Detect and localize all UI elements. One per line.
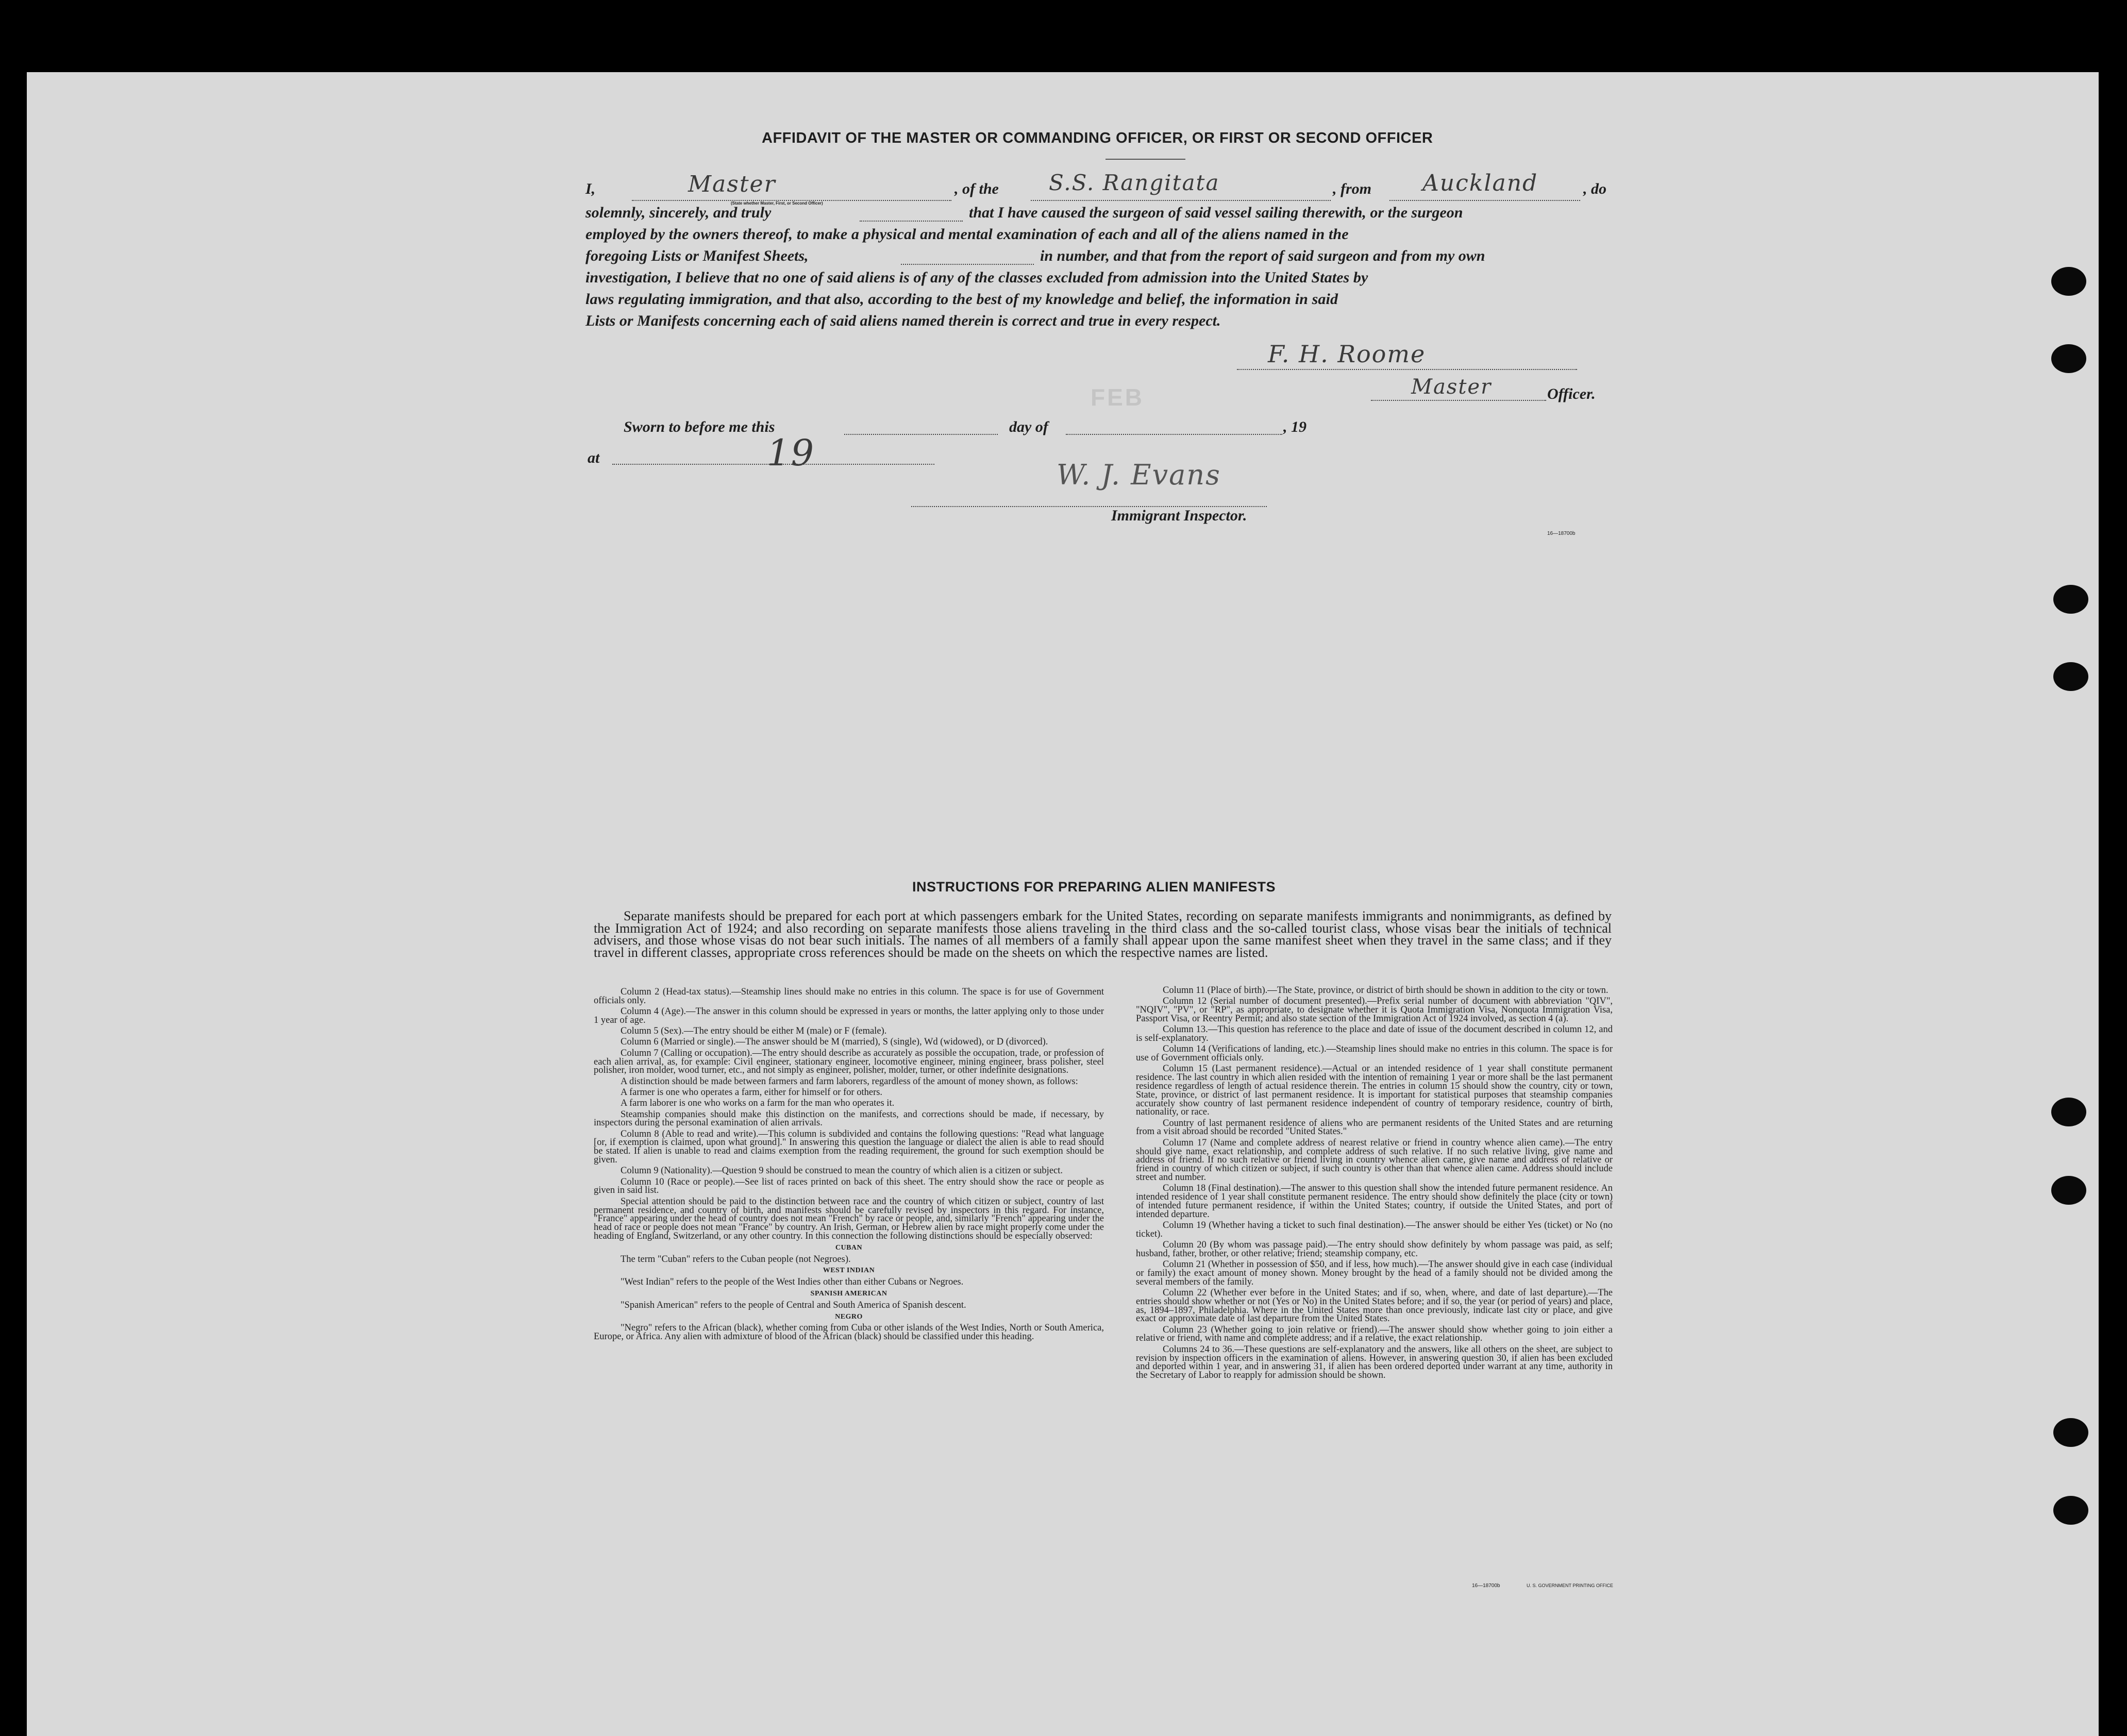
col-8-note: Column 8 (Able to read and write).—This column is subdivided and contains the following questions: "Read what language [or, if exemption is claimed, upon what ground]." In answering this question the language or dialect the alien is able to read should be stated. If alien is unable to read and claims exemption from the reading requirement, the ground for such exemption should be given. (594, 1128, 1104, 1166)
west-indian-heading: WEST INDIAN (823, 1267, 875, 1275)
affidavit-line-2a: solemnly, sincerely, and truly (585, 204, 772, 221)
affidavit-line-3: employed by the owners thereof, to make a physical and mental examination of each and all of the aliens named in the (585, 226, 1349, 243)
handwritten-inspector-signature: W. J. Evans (1057, 459, 1221, 491)
punch-hole (2051, 1176, 2086, 1205)
word-i: I, (585, 180, 596, 197)
col-10-note: Column 10 (Race or people).—See list of races printed on back of this sheet. The entry should show the race or people as given in said list. (594, 1176, 1104, 1196)
signature-line (1237, 369, 1577, 370)
col-15-note: Column 15 (Last permanent residence).—Actual or an intended residence of 1 year shall constitute permanent residence. The last country in which alien resided with the intention of remaining 1 year or more shall be the last permanent residence regardless of length of actual residence therein. The entries in column 15 should show the country, city or town, State, province, or district of last permanent residence. It is important for statistical purposes that steamship companies accurately show country of last permanent residence independent of country of temporary residence, country of birth, nationality, or race. (1136, 1064, 1613, 1118)
footer-form-number: 16—18700b (1472, 1583, 1500, 1589)
word-of-the: , of the (954, 180, 999, 197)
affidavit-title: AFFIDAVIT OF THE MASTER OR COMMANDING OFFICER, OR FIRST OR SECOND OFFICER (762, 130, 1433, 146)
negro-def: "Negro" refers to the African (black), whether coming from Cuba or other islands of the West Indies, North or South America, Europe, or Africa. Any alien with admixture of blood of the African (black) should be classified under this heading. (594, 1323, 1104, 1342)
word-immigrant-inspector: Immigrant Inspector. (1111, 507, 1247, 524)
affidavit-line-7: Lists or Manifests concerning each of said aliens named therein is correct and true in every respect. (585, 312, 1221, 329)
cuban-heading: CUBAN (835, 1243, 863, 1252)
steamship-note: Steamship companies should make this distinction on the manifests, and corrections should be made, if necessary, by inspectors during the personal examination of alien arrivals. (594, 1109, 1104, 1128)
handwritten-rank: Master (688, 171, 776, 197)
col-13-note: Column 13.—This question has reference to the place and date of issue of the document described in column 12, and is self-explanatory. (1136, 1024, 1613, 1043)
col-7-note: Column 7 (Calling or occupation).—The entry should describe as accurately as possible the occupation, trade, or profession of each alien arrival, as, for example: Civil engineer, stationary engineer, locomotive engineer, mining engineer, brass polisher, steel polisher, iron molder, wood turner, etc., and not simply as engineer, polisher, molder, turner, or other indefinite designations. (594, 1048, 1104, 1076)
farmer-distinction: A distinction should be made between farmers and farm laborers, regardless of the amount of money shown, as follows: (621, 1076, 1078, 1087)
punch-hole (2053, 1496, 2088, 1525)
col-5-note: Column 5 (Sex).—The entry should be either M (male) or F (female). (621, 1026, 887, 1037)
vessel-overline (1106, 159, 1185, 160)
word-do: , do (1583, 180, 1606, 197)
col-23-note: Column 23 (Whether going to join relative or friend).—The answer should show whether going to join either a relative or friend, with name and complete address; and if a relative, the exact relationship. (1136, 1324, 1613, 1344)
word-day-of: day of (1009, 418, 1048, 435)
punch-hole (2051, 344, 2086, 373)
word-officer: Officer. (1547, 385, 1596, 402)
handwritten-from: Auckland (1422, 170, 1538, 196)
handwritten-vessel: S.S. Rangitata (1049, 170, 1220, 195)
affidavit-line-6: laws regulating immigration, and that also, according to the best of my knowledge and belief, the information in said (585, 291, 1338, 308)
punch-hole (2053, 585, 2088, 614)
spanish-american-def: "Spanish American" refers to the people of Central and South America of Spanish descent. (621, 1300, 966, 1310)
residence-note: Country of last permanent residence of aliens who are permanent residents of the United States and are returning from a visit abroad should be recorded "United States." (1136, 1118, 1613, 1137)
cuban-def: The term "Cuban" refers to the Cuban people (not Negroes). (621, 1254, 851, 1265)
col-19-note: Column 19 (Whether having a ticket to such final destination).—The answer should be either Yes (ticket) or No (no ticket). (1136, 1220, 1613, 1239)
affidavit-line-2b: that I have caused the surgeon of said vessel sailing therewith, or the surgeon (969, 204, 1463, 221)
vessel-line (1031, 200, 1331, 201)
col-9-note: Column 9 (Nationality).—Question 9 should be construed to mean the country of which alien is a citizen or subject. (621, 1166, 1063, 1176)
word-from: , from (1333, 180, 1371, 197)
affidavit-line-4b: in number, and that from the report of said surgeon and from my own (1040, 247, 1485, 264)
punch-hole (2051, 1098, 2086, 1126)
word-sworn: Sworn to before me this (624, 418, 775, 435)
instructions-left-column (594, 988, 1104, 1343)
spanish-american-heading: SPANISH AMERICAN (810, 1289, 887, 1297)
faint-stamp: FEB (1091, 384, 1144, 411)
instructions-right-column (1136, 986, 1613, 1382)
rank-caption: (State whether Master, First, or Second Officer) (731, 201, 823, 206)
col-11-note: Column 11 (Place of birth).—The State, province, or district of birth should be shown in addition to the city or town. (1163, 985, 1609, 996)
handwritten-signature: F. H. Roome (1268, 340, 1426, 368)
word-at: at (588, 449, 600, 466)
number-line (901, 264, 1034, 265)
handwritten-day: 19 (767, 432, 815, 474)
handwritten-master: Master (1411, 375, 1492, 399)
farm-laborer-def: A farm laborer is one who works on a farm for the man who operates it. (621, 1098, 895, 1109)
west-indian-def: "West Indian" refers to the people of the West Indies other than either Cubans or Negroes. (621, 1277, 964, 1288)
col-20-note: Column 20 (By whom was passage paid).—The entry should show definitely by whom passage was paid, as self; husband, father, brother, or other relative; friend; steamship company, etc. (1136, 1240, 1613, 1259)
punch-hole (2053, 662, 2088, 691)
col-4-note: Column 4 (Age).—The answer in this column should be expressed in years or months, the latter applying only to those under 1 year of age. (594, 1006, 1104, 1025)
race-attention-note: Special attention should be paid to the distinction between race and the country of which citizen or subject, country of last permanent residence, and country of birth, and manifests should be carefully revised by inspectors in this regard. For instance, "France" appearing under the head of country does not mean "French" by race or people, and, similarly "French" appearing under the head of race or people does not mean "France" by country. An Irish, German, or Hebrew alien by race might properly come under the heading of England, Switzerland, or any other country. In this connection the following distinctions should be especially observed: (594, 1196, 1104, 1241)
footer-printing-office: U. S. GOVERNMENT PRINTING OFFICE (1527, 1583, 1613, 1588)
instructions-intro: Separate manifests should be prepared for each port at which passengers embark for the United States, recording on separate manifests immigrants and nonimmigrants, as defined by the Immigration Act of 1924; and also recording on separate manifests those aliens traveling in the third class and the so-called tourist class, whose visas bear the initials of technical advisers, and those whose visas do not bear such initials. The names of all members of a family shall appear upon the same manifest sheet when they travel in the same class; and if they travel in different classes, appropriate cross references should be made on the sheets on which the respective names are listed. (594, 908, 1612, 960)
affidavit-line-4a: foregoing Lists or Manifest Sheets, (585, 247, 809, 264)
affidavit-line-5: investigation, I believe that no one of said aliens is of any of the classes excluded from admission into the United States by (585, 269, 1368, 286)
word-19: , 19 (1283, 418, 1307, 435)
col-2-note: Column 2 (Head-tax status).—Steamship lines should make no entries in this column. The space is for use of Government officials only. (594, 987, 1104, 1006)
form-number: 16—18700b (1547, 531, 1576, 536)
col-12-note: Column 12 (Serial number of document presented).—Prefix serial number of document with abbreviation "QIV", "NQIV", "PV", or "RP", as appropriate, to designate whether it is Quota Immigration Visa, Nonquota Immigration Visa, Passport Visa, or Reentry Permit; and also state section of the Immigration Act of 1924 involved, as section 4 (a). (1136, 996, 1613, 1024)
col-17-note: Column 17 (Name and complete address of nearest relative or friend in country whence alien came).—The entry should give name, exact relationship, and complete address of such relative. If no such relative living, give name and address of friend. If no such relative or friend living in country whence alien came, give name and address of relative or friend in country of which citizen or subject, if such country is other than that whence alien came. Address should include street and number. (1136, 1137, 1613, 1183)
instructions-title: INSTRUCTIONS FOR PREPARING ALIEN MANIFESTS (912, 879, 1276, 895)
truly-line (860, 221, 963, 222)
col-6-note: Column 6 (Married or single).—The answer should be M (married), S (single), Wd (widowed), or D (divorced). (621, 1037, 1048, 1048)
punch-hole (2053, 1418, 2088, 1447)
col-14-note: Column 14 (Verifications of landing, etc.).—Steamship lines should make no entries in this column. The space is for use of Government officials only. (1136, 1044, 1613, 1064)
punch-hole (2051, 267, 2086, 296)
from-line (1389, 200, 1580, 201)
negro-heading: NEGRO (835, 1312, 863, 1321)
month-line (1066, 434, 1282, 435)
col-18-note: Column 18 (Final destination).—The answer to this question shall show the intended future permanent residence. An intended residence of 1 year shall constitute permanent residence. The entry should show definitely the place (city or town) of intended future permanent residence, if within the United States; country, if outside the United States, and port of intended departure. (1136, 1183, 1613, 1220)
at-line (612, 464, 934, 465)
sworn-day-line (844, 434, 998, 435)
col-21-note: Column 21 (Whether in possession of $50, and if less, how much).—The answer should give in each case (individual or family) the exact amount of money shown. Money brought by the head of a family should not be divided among the several members of the family. (1136, 1259, 1613, 1287)
col-22-note: Column 22 (Whether ever before in the United States; and if so, when, where, and date of last departure).—The entries should show whether or not (Yes or No) in the United States before; and if so, the year (or period of years) and place, as, 1894–1897, Philadelphia. Where in the United States more than once previously, indicate last city or place, and give exact or approximate date of last departure from the United States. (1136, 1288, 1613, 1324)
farmer-def: A farmer is one who operates a farm, either for himself or for others. (621, 1087, 883, 1098)
officer-line (1371, 400, 1546, 401)
col-24-36-note: Columns 24 to 36.—These questions are self-explanatory and the answers, like all others on the sheet, are subject to revision by inspection officers in the examination of aliens. However, in answering question 30, if alien has been excluded and deported within 1 year, and in answering 31, if alien has been ordered deported under warrant at any time, authority in the Secretary of Labor to reapply for admission should be shown. (1136, 1344, 1613, 1381)
